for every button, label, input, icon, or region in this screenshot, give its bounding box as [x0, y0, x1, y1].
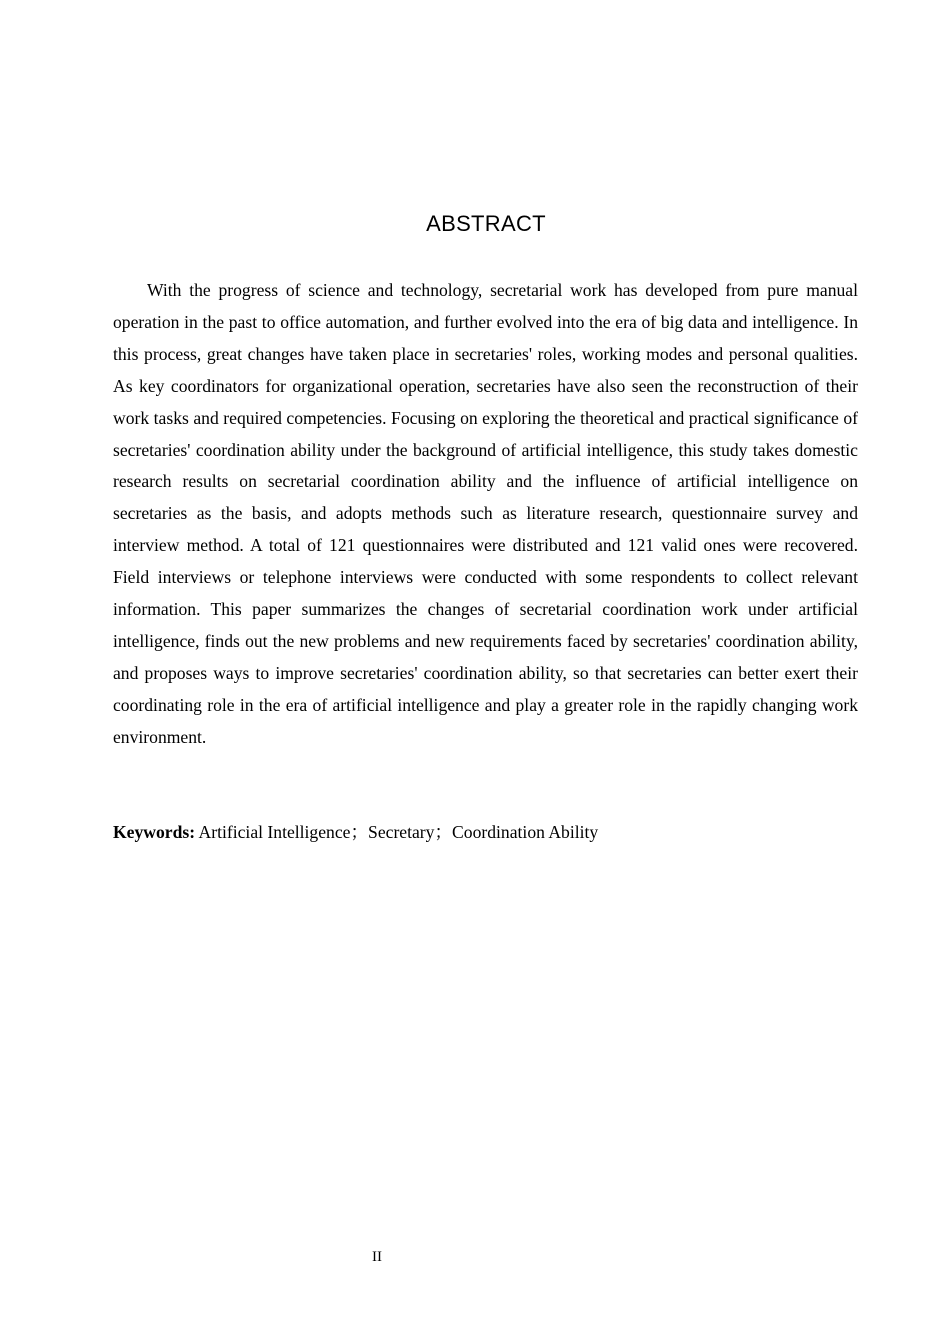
abstract-body: With the progress of science and technology, secretarial work has developed from pure manual operation in the past to office automation, and further evolved into the era of big data and intelligence. In this process, great changes have taken place in secretaries' roles, working modes and personal qualities. As key coordinators for organizational operation, secretaries have also seen the reconstruction of their work tasks and required competencies. Focusing on exploring the theoretical and practical significance of secretaries' coordination ability under the background of artificial intelligence, this study takes domestic research results on secretarial coordination ability and the influence of artificial intelligence on secretaries as the basis, and adopts methods such as literature research, questionnaire survey and interview method. A total of 121 questionnaires were distributed and 121 valid ones were recovered. Field interviews or telephone interviews were conducted with some respondents to collect relevant information. This paper summarizes the changes of secretarial coordination work under artificial intelligence, finds out the new problems and new requirements faced by secretaries' coordination ability, and proposes ways to improve secretaries' coordination ability, so that secretaries can better exert their coordinating role in the era of artificial intelligence and play a greater role in the rapidly changing work environment.: [113, 280, 858, 747]
keywords-label: Keywords:: [113, 822, 196, 842]
page-number: II: [372, 1249, 382, 1265]
keywords-text: Artificial Intelligence；Secretary；Coordination Ability: [198, 822, 599, 842]
abstract-title: ABSTRACT: [426, 211, 546, 236]
keywords-line: [113, 817, 858, 847]
